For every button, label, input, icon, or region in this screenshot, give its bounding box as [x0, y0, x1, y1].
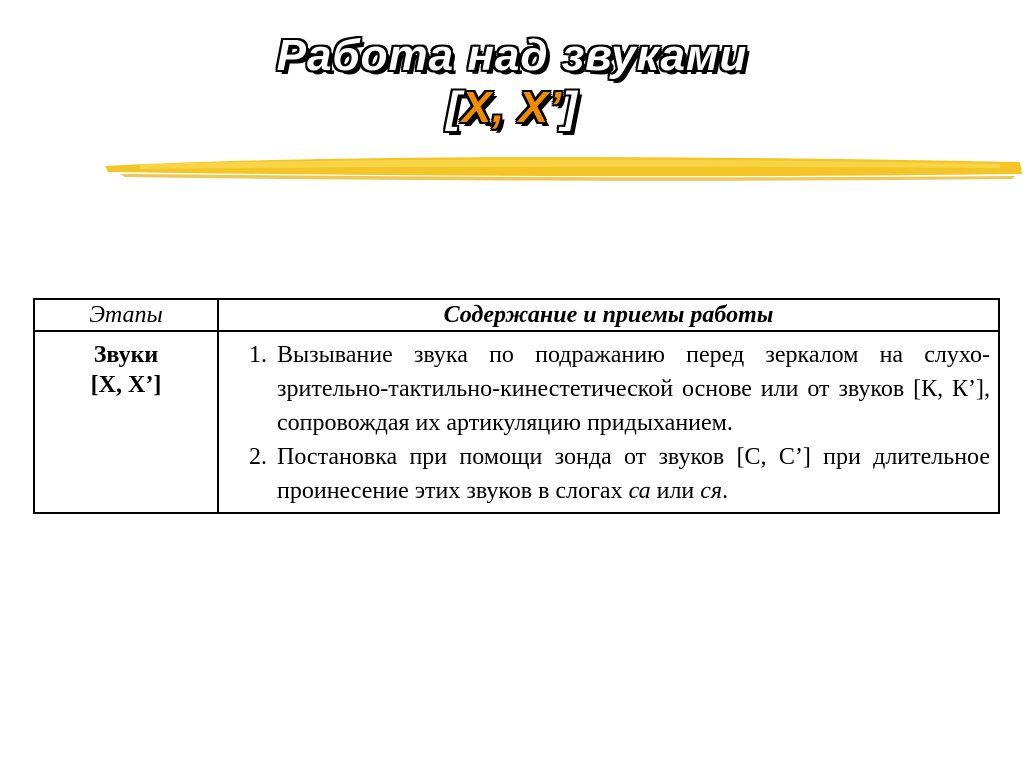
- title-bracket-open: [: [446, 83, 462, 132]
- step-number: 1.: [249, 342, 267, 368]
- syllable-sya: ся: [700, 478, 723, 504]
- list-item: [229, 338, 990, 440]
- header-content: Содержание и приемы работы: [218, 299, 999, 331]
- stage-sounds: [Х, Х’]: [90, 372, 162, 398]
- syllable-sa: са: [628, 478, 651, 504]
- step-text-mid: или: [650, 478, 701, 504]
- stages-table: [33, 298, 1000, 514]
- highlighter-stroke: [100, 148, 1024, 188]
- step-number: 2.: [249, 444, 267, 470]
- slide-title: [0, 30, 1024, 134]
- step-text-before: Постановка при помощи зонда от звуков [С, С’] при длительное проинесение этих звуков в слогах: [277, 444, 990, 504]
- step-text-after: .: [722, 478, 729, 504]
- table-header-row: [34, 299, 999, 331]
- step-text: [277, 440, 990, 508]
- step-text: Вызывание звука по подражанию перед зеркалом на слухо-зрительно-тактильно-кинестетической основе или от звуков [К, К’], сопровождая их артикуляцию придыханием.: [277, 342, 990, 436]
- title-bracket-close: ]: [562, 83, 578, 132]
- header-stages: Этапы: [34, 299, 218, 331]
- title-line-1: Работа над звуками: [276, 31, 748, 80]
- content-cell: [218, 331, 999, 513]
- title-sounds: Х, Х’: [461, 83, 563, 132]
- stage-name: Звуки: [93, 342, 159, 368]
- steps-list: [229, 338, 990, 508]
- list-item: [229, 440, 990, 508]
- stage-cell: [34, 331, 218, 513]
- table-row: [34, 331, 999, 513]
- title-line-2: [0, 82, 1024, 134]
